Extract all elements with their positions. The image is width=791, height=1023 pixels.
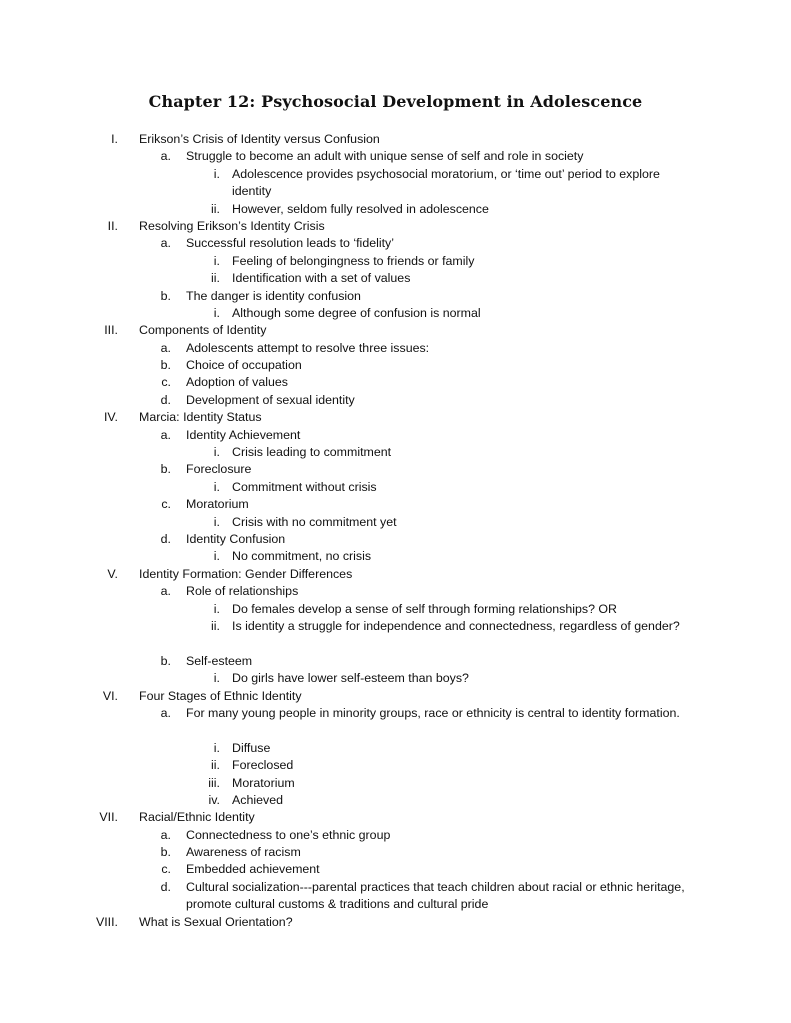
marker-box xyxy=(0,827,171,844)
list-marker: b. xyxy=(160,288,171,303)
list-marker: ii. xyxy=(211,271,220,286)
outline-section xyxy=(0,914,791,931)
list-marker: iv. xyxy=(208,792,220,807)
outline-subsubitem xyxy=(0,792,791,809)
list-text: Is identity a struggle for independence and connectedness, regardless of gender? xyxy=(232,618,680,633)
list-marker: i. xyxy=(213,740,220,755)
list-text: Foreclosed xyxy=(232,758,294,773)
list-marker: b. xyxy=(160,845,171,860)
list-text: Awareness of racism xyxy=(186,845,301,860)
outline-subsubitem xyxy=(0,670,791,687)
list-text: Identity Achievement xyxy=(186,427,301,442)
list-marker: iii. xyxy=(208,775,220,790)
marker-box xyxy=(0,879,171,896)
list-marker: I. xyxy=(111,132,118,146)
list-text: The danger is identity confusion xyxy=(186,288,361,303)
list-text: Do girls have lower self-esteem than boys? xyxy=(232,671,469,686)
marker-box xyxy=(0,461,171,478)
marker-box xyxy=(0,496,171,513)
marker-box xyxy=(0,844,171,861)
list-marker: d. xyxy=(160,532,171,546)
list-text: Identity Confusion xyxy=(186,532,286,546)
marker-box xyxy=(0,548,220,565)
list-marker: V. xyxy=(107,566,118,581)
outline-section xyxy=(0,688,791,705)
marker-box xyxy=(0,427,171,444)
list-text: What is Sexual Orientation? xyxy=(139,914,293,929)
marker-box xyxy=(0,166,220,183)
marker-box xyxy=(0,444,220,461)
list-marker: VI. xyxy=(102,688,118,703)
outline-subsubitem xyxy=(0,479,791,496)
list-marker: a. xyxy=(160,340,171,355)
list-marker: i. xyxy=(213,445,220,460)
list-text: Adolescents attempt to resolve three issues: xyxy=(186,340,430,355)
marker-box xyxy=(0,340,171,357)
marker-box xyxy=(0,757,220,774)
marker-box xyxy=(0,479,220,496)
list-marker: ii. xyxy=(211,758,220,773)
list-marker: VIII. xyxy=(95,914,118,929)
list-marker: i. xyxy=(213,166,220,181)
list-text: Development of sexual identity xyxy=(186,392,355,407)
marker-box xyxy=(0,618,220,635)
outline-subsubitem xyxy=(0,514,791,531)
list-marker: b. xyxy=(160,462,171,477)
list-text: Achieved xyxy=(232,792,283,807)
outline-subsubitem xyxy=(0,201,791,218)
outline-subitem xyxy=(0,427,791,444)
marker-box xyxy=(0,253,220,270)
list-text: Struggle to become an adult with unique sense of self and role in society xyxy=(186,149,584,164)
marker-box xyxy=(0,131,118,148)
list-marker: i. xyxy=(213,305,220,320)
outline-section xyxy=(0,566,791,583)
list-text: Components of Identity xyxy=(139,323,267,338)
list-marker: i. xyxy=(213,549,220,564)
list-text: Moratorium xyxy=(186,497,249,512)
outline-subitem xyxy=(0,861,791,878)
outline-subsubitem xyxy=(0,166,791,201)
marker-box xyxy=(0,201,220,218)
outline-subitem xyxy=(0,844,791,861)
list-text: Adolescence provides psychosocial moratorium, or ‘time out’ period to explore identity xyxy=(232,166,660,199)
marker-box xyxy=(0,809,118,826)
list-marker: d. xyxy=(160,392,171,407)
list-marker: i. xyxy=(213,671,220,686)
marker-box xyxy=(0,235,171,252)
list-text: Successful resolution leads to ‘fidelity’ xyxy=(186,236,394,251)
list-marker: c. xyxy=(161,375,171,390)
list-marker: c. xyxy=(161,497,171,512)
marker-box xyxy=(0,653,171,670)
list-text: For many young people in minority groups, race or ethnicity is central to identity formation. xyxy=(186,705,680,720)
list-text: However, seldom fully resolved in adolescence xyxy=(232,201,489,216)
outline-subitem xyxy=(0,879,791,914)
marker-box xyxy=(0,705,171,722)
outline-subitem xyxy=(0,653,791,670)
list-marker: i. xyxy=(213,253,220,268)
outline-subsubitem xyxy=(0,548,791,565)
list-text: Cultural socialization---parental practices that teach children about racial or ethnic heritage, promote cultural customs & traditions and cultural pride xyxy=(186,879,685,912)
marker-box xyxy=(0,392,171,409)
list-marker: a. xyxy=(160,149,171,164)
list-text: Resolving Erikson’s Identity Crisis xyxy=(139,218,325,233)
marker-box xyxy=(0,357,171,374)
outline-subitem xyxy=(0,357,791,374)
outline-subitem xyxy=(0,288,791,305)
marker-box xyxy=(0,305,220,322)
list-marker: IV. xyxy=(103,410,118,425)
marker-box xyxy=(0,566,118,583)
list-text: No commitment, no crisis xyxy=(232,549,372,564)
marker-box xyxy=(0,514,220,531)
list-marker: b. xyxy=(160,358,171,373)
list-marker: d. xyxy=(160,879,171,894)
list-text: Foreclosure xyxy=(186,462,252,477)
outline-subsubitem xyxy=(0,775,791,792)
list-text: Marcia: Identity Status xyxy=(139,410,262,425)
list-text: Identification with a set of values xyxy=(232,271,411,286)
marker-box xyxy=(0,409,118,426)
marker-box xyxy=(0,322,118,339)
list-marker: a. xyxy=(160,584,171,599)
list-text: Racial/Ethnic Identity xyxy=(139,810,255,825)
list-marker: VII. xyxy=(99,810,118,825)
marker-box xyxy=(0,374,171,391)
list-text: Four Stages of Ethnic Identity xyxy=(139,688,302,703)
list-marker: a. xyxy=(160,427,171,442)
outline-section xyxy=(0,322,791,339)
marker-box xyxy=(0,688,118,705)
marker-box xyxy=(0,670,220,687)
list-text: Moratorium xyxy=(232,775,295,790)
list-marker: ii. xyxy=(211,201,220,216)
list-marker: b. xyxy=(160,653,171,668)
outline-subitem xyxy=(0,340,791,357)
marker-box xyxy=(0,775,220,792)
list-text: Identity Formation: Gender Differences xyxy=(139,566,353,581)
list-marker: II. xyxy=(107,218,118,233)
page-title: Chapter 12: Psychosocial Development in Adolescence xyxy=(148,92,643,111)
outline-subsubitem xyxy=(0,444,791,461)
list-text: Choice of occupation xyxy=(186,358,302,373)
list-marker: i. xyxy=(213,601,220,616)
list-text: Role of relationships xyxy=(186,584,299,599)
list-marker: a. xyxy=(160,827,171,842)
list-text: Embedded achievement xyxy=(186,862,320,877)
outline-section xyxy=(0,131,791,148)
outline-subitem xyxy=(0,235,791,252)
marker-box xyxy=(0,270,220,287)
outline-subsubitem xyxy=(0,740,791,757)
outline-subitem xyxy=(0,461,791,478)
marker-box xyxy=(0,740,220,757)
marker-box xyxy=(0,861,171,878)
list-text: Crisis with no commitment yet xyxy=(232,514,397,529)
list-marker: III. xyxy=(104,323,118,338)
outline-subitem xyxy=(0,392,791,409)
outline-subitem xyxy=(0,148,791,165)
list-marker: a. xyxy=(160,236,171,251)
outline-subsubitem xyxy=(0,270,791,287)
list-marker: a. xyxy=(160,705,171,720)
outline-subsubitem xyxy=(0,601,791,618)
outline-section xyxy=(0,809,791,826)
list-text: Feeling of belongingness to friends or family xyxy=(232,253,475,268)
marker-box xyxy=(0,601,220,618)
list-text: Self-esteem xyxy=(186,653,253,668)
outline-subitem xyxy=(0,374,791,391)
list-text: Diffuse xyxy=(232,740,271,755)
outline-subsubitem xyxy=(0,305,791,322)
outline-subsubitem xyxy=(0,618,791,653)
outline-subitem xyxy=(0,496,791,513)
marker-box xyxy=(0,148,171,165)
list-text: Do females develop a sense of self through forming relationships? OR xyxy=(232,601,618,616)
outline-subitem xyxy=(0,705,791,740)
outline-section xyxy=(0,409,791,426)
list-text: Although some degree of confusion is normal xyxy=(232,305,481,320)
outline-subitem xyxy=(0,827,791,844)
list-marker: ii. xyxy=(211,618,220,633)
outline-section xyxy=(0,218,791,235)
marker-box xyxy=(0,792,220,809)
outline-subsubitem xyxy=(0,757,791,774)
list-marker: c. xyxy=(161,862,171,877)
list-text: Crisis leading to commitment xyxy=(232,445,392,460)
list-text: Erikson’s Crisis of Identity versus Confusion xyxy=(139,132,380,146)
marker-box xyxy=(0,914,118,931)
outline-list xyxy=(0,131,791,931)
list-marker: i. xyxy=(213,514,220,529)
marker-box xyxy=(0,531,171,548)
list-marker: i. xyxy=(213,479,220,494)
marker-box xyxy=(0,288,171,305)
list-text: Commitment without crisis xyxy=(232,479,377,494)
marker-box xyxy=(0,218,118,235)
outline-subitem xyxy=(0,583,791,600)
marker-box xyxy=(0,583,171,600)
outline-subsubitem xyxy=(0,253,791,270)
outline-subitem xyxy=(0,531,791,548)
list-text: Connectedness to one’s ethnic group xyxy=(186,827,391,842)
list-text: Adoption of values xyxy=(186,375,288,390)
